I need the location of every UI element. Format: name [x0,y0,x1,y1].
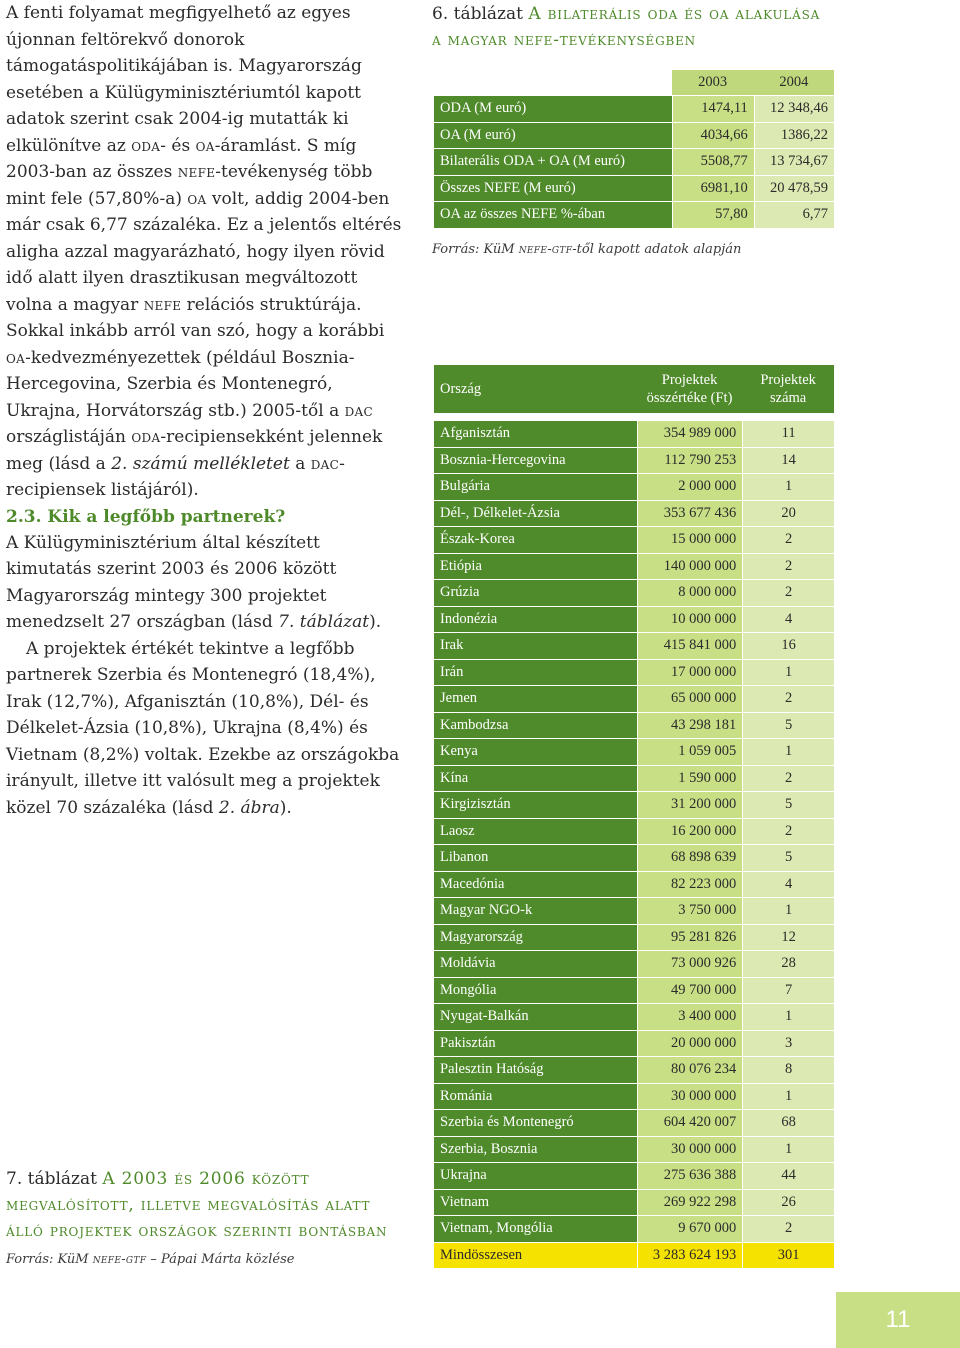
table-row [434,448,834,475]
paragraph-3: A projektek értékét tekintve a legfőbb partnerek Szerbia és Montenegró (18,4%), Irak (12,7%), Afganisztán (10,8%), Dél- és Délkelet-Ázsia (10,8%), Ukrajna (8,4%) és Vietnam (8,2%) voltak. Ezekbe az országokba irányult, illetve itt valósult meg a projektek közel 70 százaléka (lásd 2. ábra). [6,638,400,818]
cell-value: 269 922 298 [637,1190,742,1217]
cell-country: Etiópia [434,554,637,581]
cell-country: Magyar NGO-k [434,898,637,925]
table-row [434,527,834,554]
cell-country: Bosznia-Hercegovina [434,448,637,475]
table-row [434,951,834,978]
cell-country: Ukrajna [434,1163,637,1190]
table6-header-row [434,70,834,96]
page-number: 11 [836,1292,960,1348]
cell-country: Nyugat-Balkán [434,1004,637,1031]
cell-value: 2 000 000 [637,474,742,501]
table7-title-line2: megvalósított, illetve megvalósítás alatt [6,1195,371,1215]
cell-country: Kirgizisztán [434,792,637,819]
table-row [434,1004,834,1031]
cell-value: 415 841 000 [637,633,742,660]
cell-count: 2 [742,527,834,554]
cell-value: 65 000 000 [637,686,742,713]
cell-value: 49 700 000 [637,978,742,1005]
cell-value: 20 000 000 [637,1031,742,1058]
cell-value: 353 677 436 [637,501,742,528]
table-reference: 7. táblázat [278,612,370,632]
cell-count: 301 [742,1243,834,1270]
table-row [434,739,834,766]
table-row [434,978,834,1005]
cell-value: 16 200 000 [637,819,742,846]
cell-value: 9 670 000 [637,1216,742,1243]
cell-count: 1 [742,898,834,925]
table6-caption: 6. táblázat A bilaterális oda és oa alakulása a magyar nefe-tevékenységben [432,4,821,50]
cell-country: Magyarország [434,925,637,952]
cell-value: 82 223 000 [637,872,742,899]
table-row [434,766,834,793]
table-row [434,925,834,952]
cell-value: 73 000 926 [637,951,742,978]
table-row [434,1031,834,1058]
table-row [434,1084,834,1111]
cell-value: 95 281 826 [637,925,742,952]
table6-header-2004: 2004 [754,70,834,96]
cell-count: 8 [742,1057,834,1084]
cell-country: Szerbia és Montenegró [434,1110,637,1137]
cell-value: 10 000 000 [637,607,742,634]
cell-count: 2 [742,554,834,581]
cell-count: 1 [742,1137,834,1164]
cell-value: 3 400 000 [637,1004,742,1031]
table6 [434,70,834,229]
cell-country: Irak [434,633,637,660]
annex-reference: 2. számú mellékletet [111,453,290,474]
cell-count: 5 [742,713,834,740]
table7-header-country: Ország [434,365,637,421]
cell-count: 1 [742,474,834,501]
cell-value: 17 000 000 [637,660,742,687]
table7-source: Forrás: KüM nefe-gtf – Pápai Márta közlése [6,1252,295,1267]
cell-country: Indonézia [434,607,637,634]
table6-source: Forrás: KüM nefe-gtf-től kapott adatok alapján [432,242,742,257]
cell-country: Moldávia [434,951,637,978]
cell-country: Észak-Korea [434,527,637,554]
cell-count: 3 [742,1031,834,1058]
cell-value: 3 283 624 193 [637,1243,742,1270]
cell-country: Libanon [434,845,637,872]
table-row [434,819,834,846]
cell-count: 5 [742,792,834,819]
table7-body [434,421,834,1269]
cell-count: 1 [742,1004,834,1031]
cell-count: 1 [742,739,834,766]
cell-value: 8 000 000 [637,580,742,607]
cell-country: Mindösszesen [434,1243,637,1270]
table-row [434,845,834,872]
table-row [434,1163,834,1190]
table-row [434,633,834,660]
cell-country: Románia [434,1084,637,1111]
cell-country: Bulgária [434,474,637,501]
table-row [434,792,834,819]
cell-count: 1 [742,1084,834,1111]
cell-count: 26 [742,1190,834,1217]
table-row [434,501,834,528]
table-row [434,1190,834,1217]
cell-count: 11 [742,421,834,448]
cell-value: 354 989 000 [637,421,742,448]
table-row [434,421,834,448]
cell-count: 2 [742,580,834,607]
body-text-column [6,0,406,821]
table-row: OA (M euró) 4034,66 1386,22 [434,123,834,150]
cell-country: Mongólia [434,978,637,1005]
table-row [434,1137,834,1164]
table-row [434,898,834,925]
table-row [434,1216,834,1243]
cell-country: Dél-, Délkelet-Ázsia [434,501,637,528]
cell-value: 15 000 000 [637,527,742,554]
table-row: OA az összes NEFE %-ában 57,80 6,77 [434,202,834,229]
table-row: Bilaterális ODA + OA (M euró) 5508,77 13 734,67 [434,149,834,176]
cell-country: Grúzia [434,580,637,607]
table-row [434,713,834,740]
table-row [434,1110,834,1137]
table-row [434,554,834,581]
table7-header-row [434,365,834,421]
cell-country: Szerbia, Bosznia [434,1137,637,1164]
cell-count: 68 [742,1110,834,1137]
cell-count: 1 [742,660,834,687]
table-row [434,607,834,634]
cell-value: 112 790 253 [637,448,742,475]
table7-title-line1: A 2003 és 2006 között [102,1169,310,1189]
cell-count: 28 [742,951,834,978]
cell-country: Kambodzsa [434,713,637,740]
table7 [434,365,834,1269]
cell-count: 2 [742,766,834,793]
table-row [434,872,834,899]
paragraph-2: A Külügyminisztérium által készített kimutatás szerint 2003 és 2006 között Magyarország mintegy 300 projektet menedzselt 27 országban (lásd 7. táblázat). [6,532,382,632]
cell-count: 12 [742,925,834,952]
cell-count: 7 [742,978,834,1005]
paragraph-1: A fenti folyamat megfigyelhető az egyes újonnan feltörekvő donorok támogatáspolitikájában is. Magyarország esetében a Külügyminisztériumtól kapott adatok szerint csak 2004-ig mutatták ki elkülönítve az oda- és oa-áramlást. S míg 2003-ban az összes nefe-tevékenység több mint fele (57,80%-a) oa volt, addig 2004-ben már csak 6,77 százaléka. Ez a jelentős eltérés aligha azzal magyarázható, hogy ilyen rövid idő alatt ilyen drasztikusan megváltozott volna a magyar nefe relációs struktúrája. Sokkal inkább arról van szó, hogy a korábbi oa-kedvezményezettek (például Bosznia-Hercegovina, Szerbia és Montenegró, Ukrajna, Horvátország stb.) 2005-től a dac országlistáján oda-recipiensekként jelennek meg (lásd a 2. számú mellékletet a dac-recipiensek listájáról). [6,3,402,500]
cell-country: Irán [434,660,637,687]
cell-value: 31 200 000 [637,792,742,819]
cell-count: 2 [742,1216,834,1243]
section-heading: 2.3. Kik a legfőbb partnerek? [6,506,286,527]
cell-value: 30 000 000 [637,1084,742,1111]
table6-header-2003: 2003 [672,70,754,96]
table-row [434,580,834,607]
cell-country: Vietnam, Mongólia [434,1216,637,1243]
cell-country: Jemen [434,686,637,713]
cell-country: Macedónia [434,872,637,899]
figure-reference: 2. ábra [218,797,280,818]
table6-title-line2: a magyar nefe-tevékenységben [432,30,696,50]
cell-value: 275 636 388 [637,1163,742,1190]
cell-value: 604 420 007 [637,1110,742,1137]
cell-count: 16 [742,633,834,660]
table6-title-line1: A bilaterális oda és oa alakulása [528,4,821,24]
table7-header-value: Projektek összértéke (Ft) [637,365,742,421]
cell-country: Pakisztán [434,1031,637,1058]
cell-country: Afganisztán [434,421,637,448]
table-row [434,1057,834,1084]
cell-value: 140 000 000 [637,554,742,581]
table-row [434,474,834,501]
cell-count: 4 [742,607,834,634]
table7-caption: 7. táblázat A 2003 és 2006 között megvalósított, illetve megvalósítás alatt álló projektek országok szerinti bontásban [6,1169,388,1241]
cell-count: 2 [742,819,834,846]
cell-count: 44 [742,1163,834,1190]
cell-country: Vietnam [434,1190,637,1217]
table7-header-count: Projektek száma [742,365,834,421]
cell-country: Palesztin Hatóság [434,1057,637,1084]
table-total-row [434,1243,834,1270]
table-row [434,686,834,713]
cell-count: 5 [742,845,834,872]
cell-country: Kína [434,766,637,793]
cell-count: 4 [742,872,834,899]
cell-value: 80 076 234 [637,1057,742,1084]
cell-value: 1 590 000 [637,766,742,793]
cell-country: Kenya [434,739,637,766]
cell-value: 30 000 000 [637,1137,742,1164]
cell-value: 1 059 005 [637,739,742,766]
table-row: ODA (M euró) 1474,11 12 348,46 [434,96,834,123]
cell-count: 20 [742,501,834,528]
cell-value: 3 750 000 [637,898,742,925]
cell-count: 2 [742,686,834,713]
cell-value: 68 898 639 [637,845,742,872]
cell-count: 14 [742,448,834,475]
cell-country: Laosz [434,819,637,846]
table-row: Összes NEFE (M euró) 6981,10 20 478,59 [434,176,834,203]
table-row [434,660,834,687]
cell-value: 43 298 181 [637,713,742,740]
table7-title-line3: álló projektek országok szerinti bontásban [6,1221,388,1241]
